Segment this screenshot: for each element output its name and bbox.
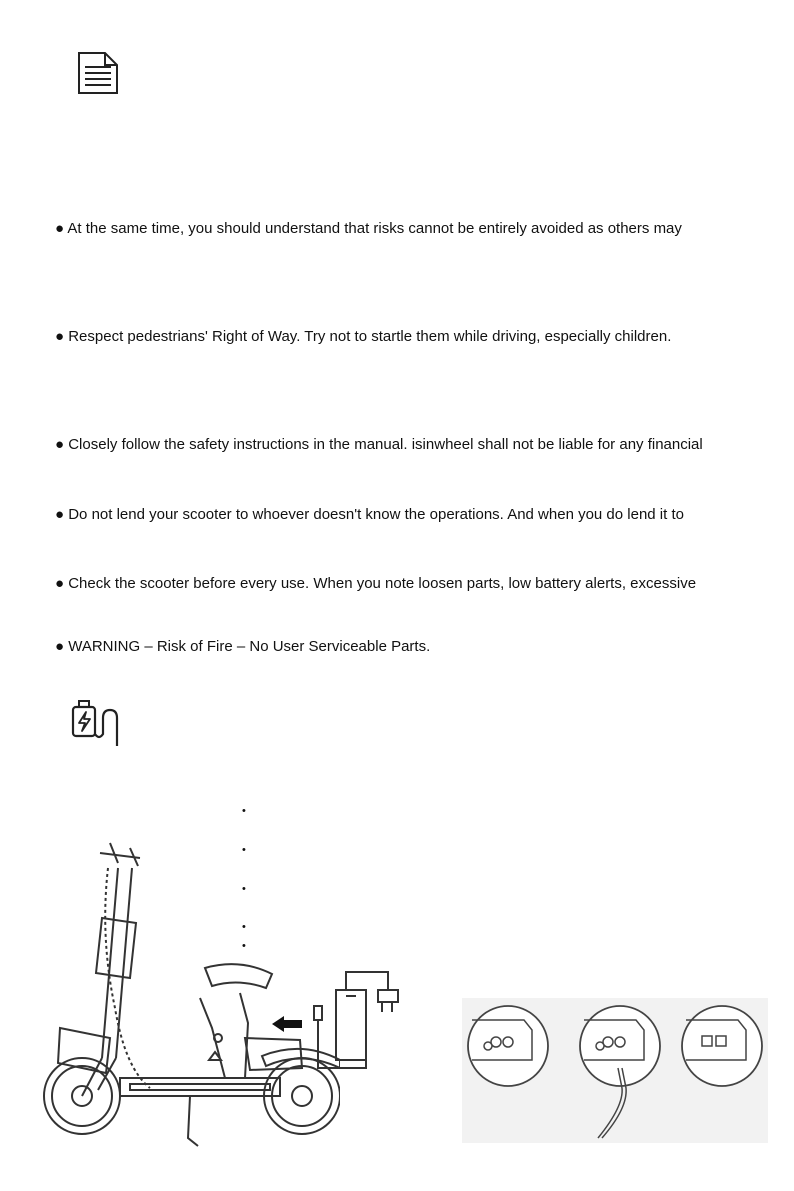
charging-bullet: • <box>242 883 246 895</box>
charging-bullet: • <box>242 921 246 933</box>
safety-item-fire-warning: ● WARNING – Risk of Fire – No User Serviceable Parts. <box>55 638 431 655</box>
safety-item-instructions: ● Closely follow the safety instructions in the manual. isinwheel shall not be liable for any financial <box>55 436 703 453</box>
charging-bullet: • <box>242 940 246 952</box>
safety-item-check: ● Check the scooter before every use. When you note loosen parts, low battery alerts, excessive <box>55 575 697 592</box>
arrow-left-icon <box>270 1014 304 1034</box>
document-icon <box>77 52 119 94</box>
charging-bullet: • <box>242 844 246 856</box>
safety-item-risks: ● At the same time, you should understand that risks cannot be entirely avoided as others may <box>55 220 682 237</box>
scooter-illustration <box>40 828 340 1168</box>
safety-item-pedestrians: ● Respect pedestrians' Right of Way. Try not to startle them while driving, especially children. <box>55 328 672 345</box>
battery-charging-icon <box>70 698 122 748</box>
charger-illustration <box>312 968 412 1072</box>
charging-port-detail-panel <box>462 998 768 1143</box>
safety-item-lending: ● Do not lend your scooter to whoever doesn't know the operations. And when you do lend it to <box>55 506 684 523</box>
charging-bullet: • <box>242 805 246 817</box>
